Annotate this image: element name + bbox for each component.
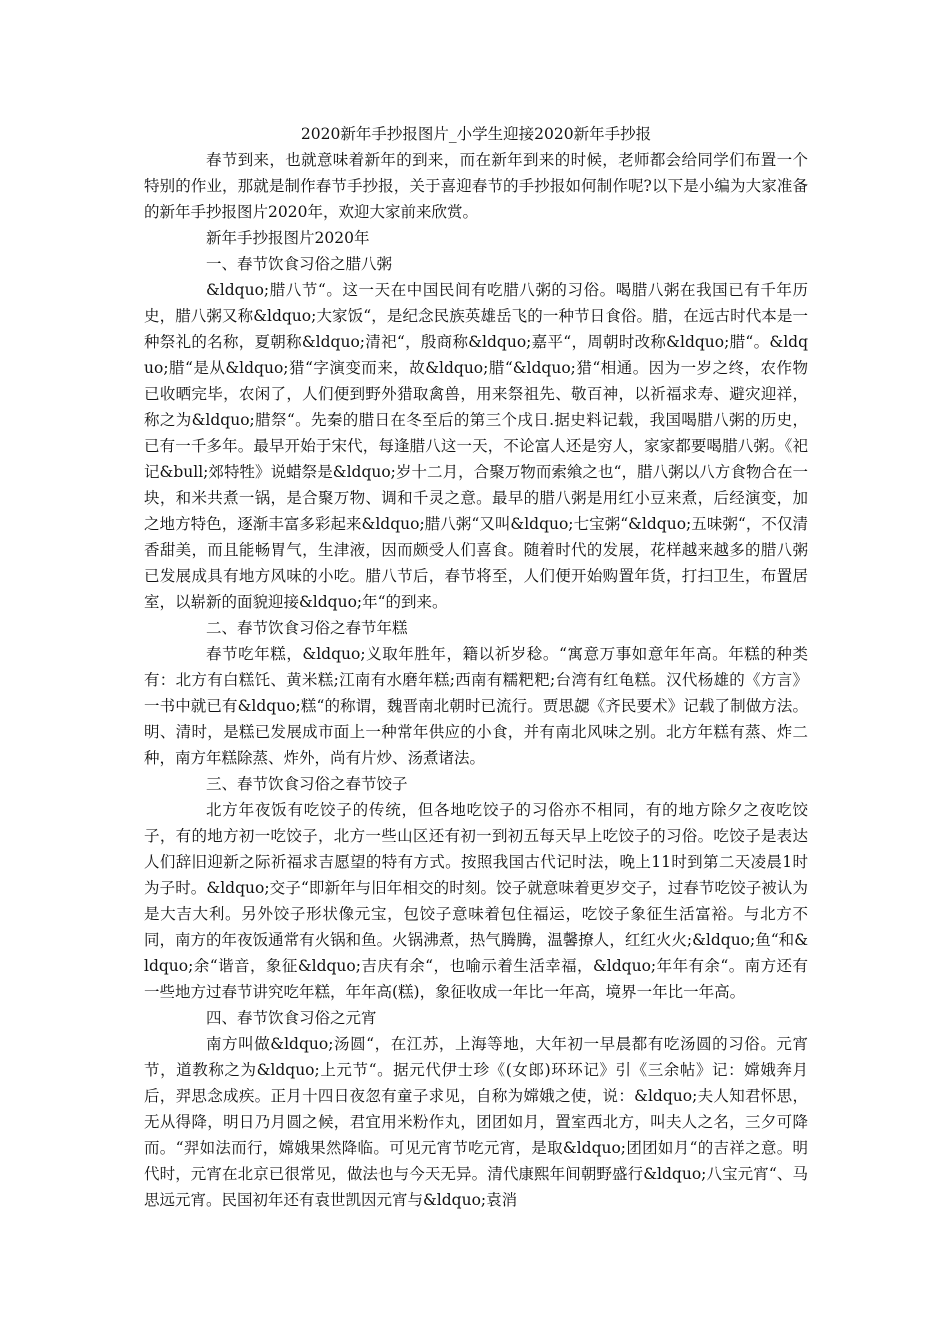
section-heading-jiaozi: 三、春节饮食习俗之春节饺子	[206, 775, 408, 793]
section-body-yuanxiao: 南方叫做&ldquo;汤圆“，在江苏，上海等地，大年初一早晨都有吃汤圆的习俗。元宵节，道教称之为&ldquo;上元节“。据元代伊士珍《(女郎)环环记》引《三余帖》记：嫦娥奔月后，羿思念成疾。正月十四日夜忽有童子求见，自称为嫦娥之使，说：&ldquo;夫人知君怀思，无从得降，明日乃月圆之候，君宜用米粉作丸，团团如月，置室西北方，叫夫人之名，三夕可降而。“羿如法而行，嫦娥果然降临。可见元宵节吃元宵，是取&ldquo;团团如月“的吉祥之意。明代时，元宵在北京已很常见，做法也与今天无异。清代康熙年间朝野盛行&ldquo;八宝元宵“、马思远元宵。民国初年还有袁世凯因元宵与&ldquo;袁消	[144, 1035, 808, 1209]
section-body-jiaozi: 北方年夜饭有吃饺子的传统，但各地吃饺子的习俗亦不相同，有的地方除夕之夜吃饺子，有的地方初一吃饺子，北方一些山区还有初一到初五每天早上吃饺子的习俗。吃饺子是表达人们辞旧迎新之际祈福求吉愿望的特有方式。按照我国古代记时法，晚上11时到第二天凌晨1时为子时。&ldquo;交子“即新年与旧年相交的时刻。饺子就意味着更岁交子，过春节吃饺子被认为是大吉大利。另外饺子形状像元宝，包饺子意味着包住福运，吃饺子象征生活富裕。与北方不同，南方的年夜饭通常有火锅和鱼。火锅沸煮，热气腾腾，温馨撩人，红红火火;&ldquo;鱼“和&ldquo;余“谐音，象征&ldquo;吉庆有余“，也喻示着生活幸福，&ldquo;年年有余“。南方还有一些地方过春节讲究吃年糕，年年高(糕)，象征收成一年比一年高，境界一年比一年高。	[144, 801, 808, 1001]
section-body-laba: &ldquo;腊八节“。这一天在中国民间有吃腊八粥的习俗。喝腊八粥在我国已有千年历史，腊八粥又称&ldquo;大家饭“，是纪念民族英雄岳飞的一种节日食俗。腊，在远古时代本是一种祭礼的名称，夏朝称&ldquo;清祀“，殷商称&ldquo;嘉平“，周朝时改称&ldquo;腊“。&ldquo;腊“是从&ldquo;猎“字演变而来，故&ldquo;腊“&ldquo;猎“相通。因为一岁之终，农作物已收晒完毕，农闲了，人们便到野外猎取禽兽，用来祭祖先、敬百神，以祈福求寿、避灾迎祥，称之为&ldquo;腊祭“。先秦的腊日在冬至后的第三个戌日.据史料记载，我国喝腊八粥的历史，已有一千多年。最早开始于宋代，每逢腊八这一天，不论富人还是穷人，家家都要喝腊八粥。《祀记&bull;郊特牲》说蜡祭是&ldquo;岁十二月，合聚万物而索飨之也“，腊八粥以八方食物合在一块，和米共煮一锅，是合聚万物、调和千灵之意。最早的腊八粥是用红小豆来煮，后经演变，加之地方特色，逐渐丰富多彩起来&ldquo;腊八粥“又叫&ldquo;七宝粥“&ldquo;五味粥“，不仅清香甜美，而且能畅胃气，生津液，因而颇受人们喜食。随着时代的发展，花样越来越多的腊八粥已发展成具有地方风味的小吃。腊八节后，春节将至，人们便开始购置年货，打扫卫生，布置居室，以崭新的面貌迎接&ldquo;年“的到来。	[144, 281, 808, 611]
document-page	[144, 121, 808, 1213]
intro-paragraph: 春节到来，也就意味着新年的到来，而在新年到来的时候，老师都会给同学们布置一个特别的作业，那就是制作春节手抄报，关于喜迎春节的手抄报如何制作呢?以下是小编为大家准备的新年手抄报图片2020年，欢迎大家前来欣赏。	[144, 151, 808, 221]
section-heading-niangao: 二、春节饮食习俗之春节年糕	[206, 619, 408, 637]
document-title: 2020新年手抄报图片_小学生迎接2020新年手抄报	[300, 125, 652, 143]
section-heading-laba: 一、春节饮食习俗之腊八粥	[206, 255, 393, 273]
subtitle: 新年手抄报图片2020年	[206, 229, 370, 247]
section-body-niangao: 春节吃年糕，&ldquo;义取年胜年，籍以祈岁稔。“寓意万事如意年年高。年糕的种类有：北方有白糕饦、黄米糕;江南有水磨年糕;西南有糯粑粑;台湾有红龟糕。汉代杨雄的《方言》一书中就已有&ldquo;糕“的称谓，魏晋南北朝时已流行。贾思勰《齐民要术》记载了制做方法。明、清时，是糕已发展成市面上一种常年供应的小食，并有南北风味之别。北方年糕有蒸、炸二种，南方年糕除蒸、炸外，尚有片炒、汤煮诸法。	[144, 645, 808, 767]
section-heading-yuanxiao: 四、春节饮食习俗之元宵	[206, 1009, 377, 1027]
